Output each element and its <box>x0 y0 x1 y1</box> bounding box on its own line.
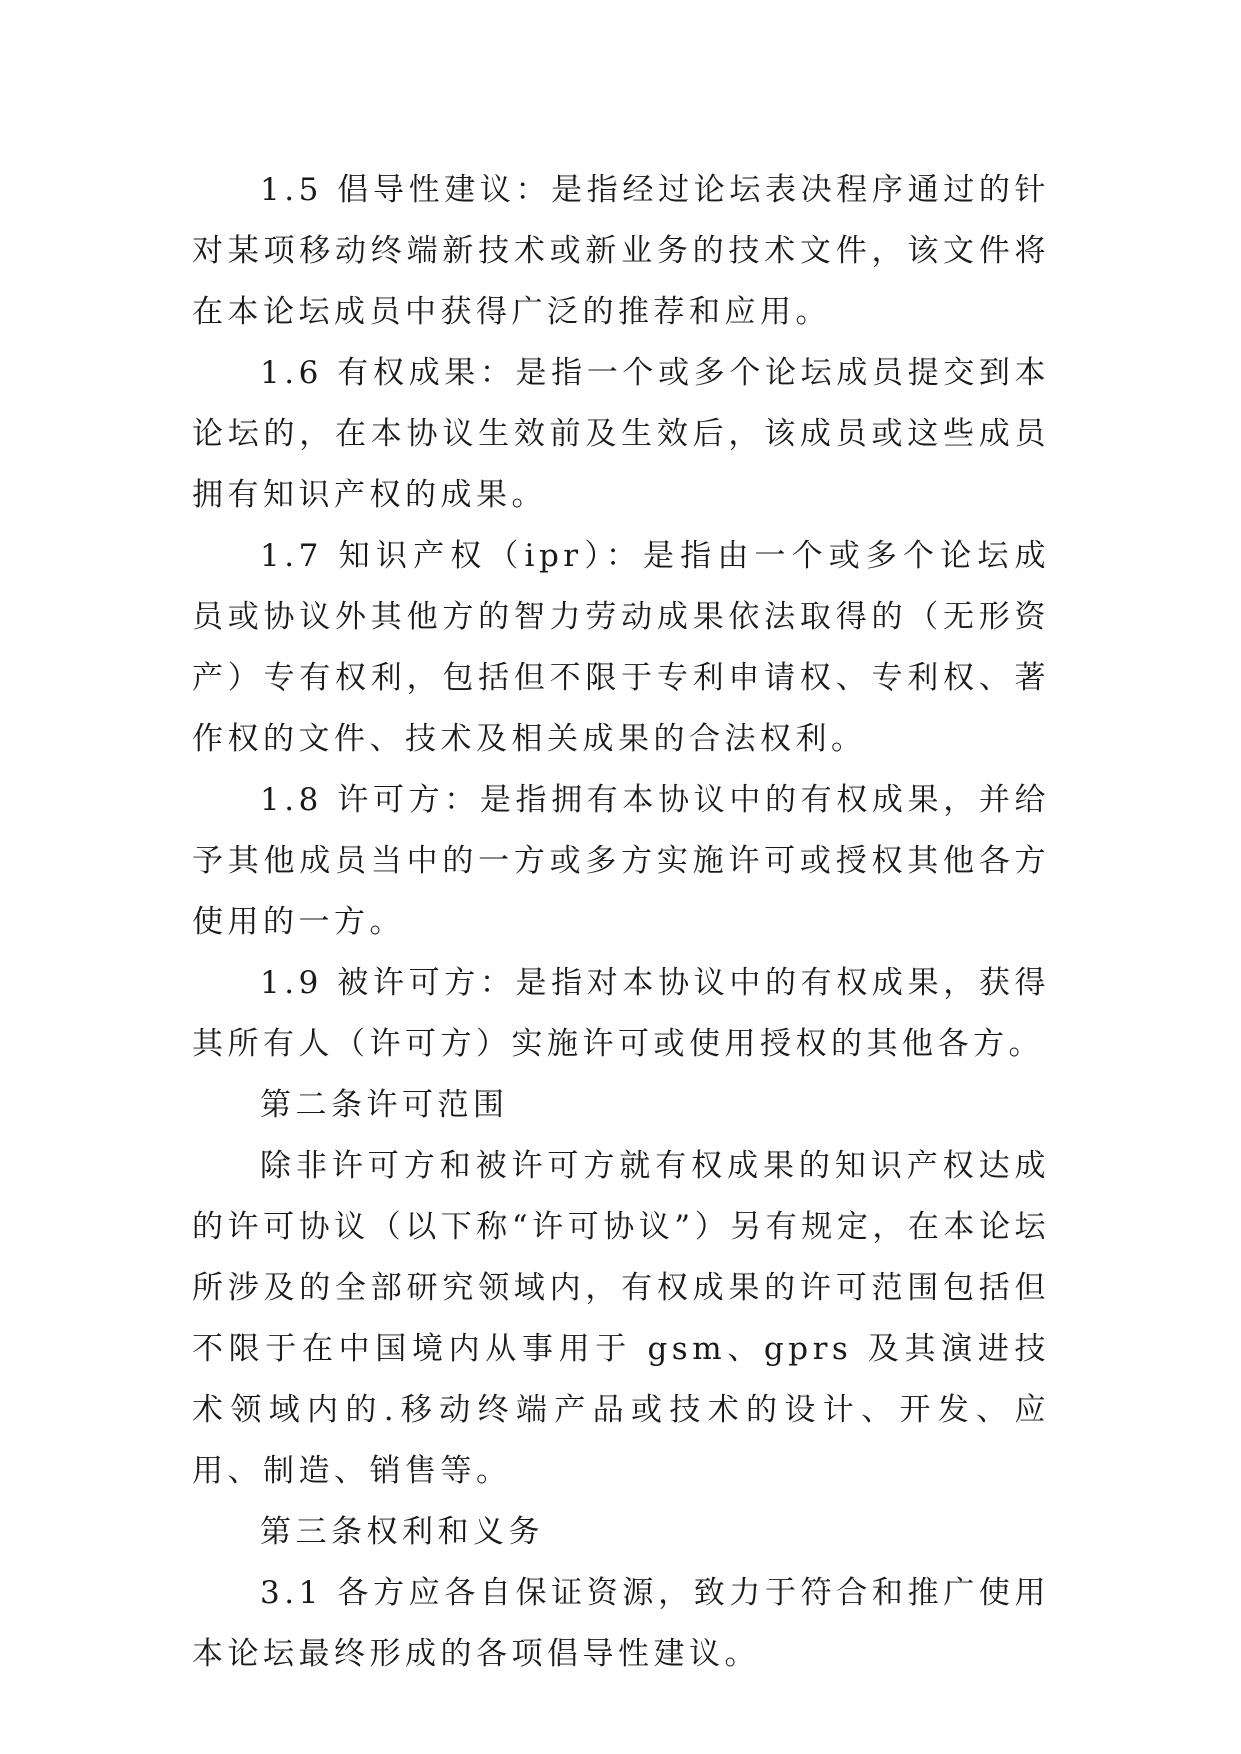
document-body <box>192 160 1050 1685</box>
clause-1-8: 1.8 许可方：是指拥有本协议中的有权成果，并给予其他成员当中的一方或多方实施许可或授权其他各方使用的一方。 <box>192 782 1050 940</box>
article-2-heading: 第二条许可范围 <box>260 1087 509 1123</box>
clause-1-6: 1.6 有权成果：是指一个或多个论坛成员提交到本论坛的，在本协议生效前及生效后，该成员或这些成员拥有知识产权的成果。 <box>192 355 1050 513</box>
clause-1-5: 1.5 倡导性建议：是指经过论坛表决程序通过的针对某项移动终端新技术或新业务的技术文件，该文件将在本论坛成员中获得广泛的推荐和应用。 <box>192 172 1050 330</box>
clause-3-1: 3.1 各方应各自保证资源，致力于符合和推广使用本论坛最终形成的各项倡导性建议。 <box>192 1575 1050 1672</box>
clause-1-7: 1.7 知识产权（ipr）：是指由一个或多个论坛成员或协议外其他方的智力劳动成果依法取得的（无形资产）专有权利，包括但不限于专利申请权、专利权、著作权的文件、技术及相关成果的合法权利。 <box>192 538 1050 757</box>
article-2-body: 除非许可方和被许可方就有权成果的知识产权达成的许可协议（以下称“许可协议”）另有规定，在本论坛所涉及的全部研究领域内，有权成果的许可范围包括但不限于在中国境内从事用于 gsm、gprs 及其演进技术领域内的.移动终端产品或技术的设计、开发、应用、制造、销售等。 <box>192 1148 1050 1489</box>
clause-1-9: 1.9 被许可方：是指对本协议中的有权成果，获得其所有人（许可方）实施许可或使用授权的其他各方。 <box>192 965 1050 1062</box>
article-3-heading: 第三条权利和义务 <box>260 1514 544 1550</box>
